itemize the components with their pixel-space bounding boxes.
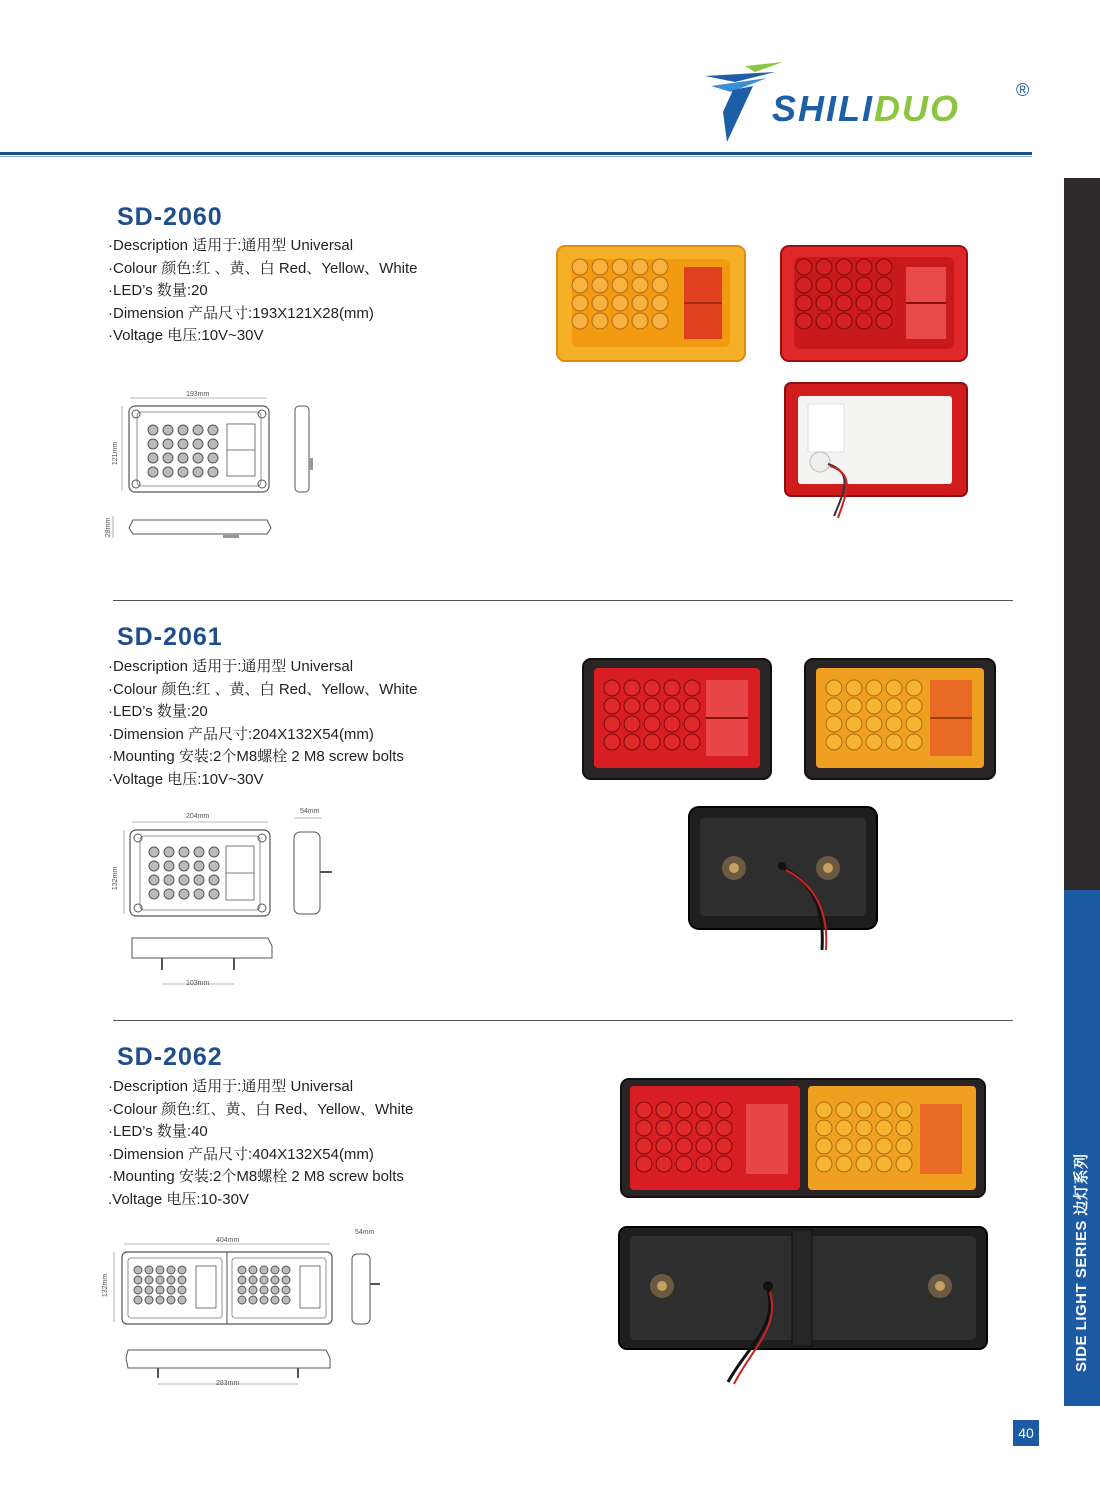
product-specs: [108, 235, 418, 348]
product-specs: [108, 656, 418, 792]
led-dot: [208, 453, 218, 463]
led-dot: [856, 313, 872, 329]
led-dot: [238, 1296, 246, 1304]
spec-line: ·LED’s 数量:40: [108, 1123, 208, 1141]
led-dot: [866, 734, 882, 750]
led-dot: [632, 259, 648, 275]
dimension-label: 283mm: [216, 1380, 240, 1387]
spec-line: ·LED’s 数量:20: [108, 282, 208, 300]
led-dot: [178, 467, 188, 477]
led-dot: [592, 277, 608, 293]
led-dot: [163, 439, 173, 449]
led-dot: [876, 295, 892, 311]
brand-name: SHILIDUO: [772, 88, 961, 129]
led-dot: [676, 1120, 692, 1136]
dimension-label: 54mm: [300, 808, 320, 815]
led-dot: [652, 277, 668, 293]
led-dot: [816, 313, 832, 329]
led-dot: [572, 313, 588, 329]
led-dot: [636, 1156, 652, 1172]
led-dot: [696, 1156, 712, 1172]
led-dot: [249, 1276, 257, 1284]
led-dot: [271, 1296, 279, 1304]
led-dot: [149, 889, 159, 899]
led-dot: [816, 259, 832, 275]
page-number: 40: [1013, 1420, 1039, 1446]
led-dot: [676, 1102, 692, 1118]
led-dot: [632, 277, 648, 293]
led-dot: [836, 1138, 852, 1154]
product-title: SD-2062: [117, 1043, 223, 1071]
led-dot: [826, 680, 842, 696]
led-dot: [886, 716, 902, 732]
led-dot: [636, 1102, 652, 1118]
led-dot: [632, 313, 648, 329]
technical-drawing: [110, 810, 340, 990]
led-dot: [664, 734, 680, 750]
led-dot: [866, 680, 882, 696]
led-dot: [846, 680, 862, 696]
led-dot: [816, 295, 832, 311]
led-dot: [194, 847, 204, 857]
led-dot: [163, 425, 173, 435]
led-dot: [636, 1120, 652, 1136]
led-dot: [163, 467, 173, 477]
led-dot: [684, 716, 700, 732]
led-dot: [684, 734, 700, 750]
led-dot: [906, 734, 922, 750]
led-dot: [209, 861, 219, 871]
led-dot: [282, 1286, 290, 1294]
led-dot: [260, 1266, 268, 1274]
led-dot: [876, 313, 892, 329]
technical-drawing: [105, 388, 325, 548]
led-dot: [282, 1276, 290, 1284]
led-dot: [208, 467, 218, 477]
spec-line: ·Description 适用于:通用型 Universal: [108, 1078, 354, 1095]
product-photo-back: [618, 1226, 988, 1386]
led-dot: [876, 1120, 892, 1136]
product-photo-red: [780, 245, 968, 362]
led-dot: [876, 1102, 892, 1118]
led-dot: [194, 861, 204, 871]
led-dot: [572, 277, 588, 293]
led-dot: [624, 680, 640, 696]
led-dot: [145, 1286, 153, 1294]
led-dot: [656, 1120, 672, 1136]
led-dot: [816, 1156, 832, 1172]
led-dot: [179, 875, 189, 885]
led-dot: [876, 1138, 892, 1154]
led-dot: [836, 295, 852, 311]
led-dot: [816, 1102, 832, 1118]
led-dot: [145, 1266, 153, 1274]
led-dot: [676, 1156, 692, 1172]
led-dot: [856, 277, 872, 293]
led-dot: [178, 1266, 186, 1274]
led-dot: [194, 875, 204, 885]
led-dot: [624, 716, 640, 732]
led-dot: [906, 716, 922, 732]
led-dot: [644, 716, 660, 732]
led-dot: [145, 1276, 153, 1284]
led-dot: [179, 861, 189, 871]
led-dot: [592, 295, 608, 311]
led-dot: [249, 1296, 257, 1304]
led-dot: [148, 453, 158, 463]
led-dot: [846, 698, 862, 714]
led-dot: [194, 889, 204, 899]
led-dot: [836, 1102, 852, 1118]
led-dot: [876, 259, 892, 275]
led-dot: [163, 453, 173, 463]
led-dot: [592, 313, 608, 329]
led-dot: [716, 1156, 732, 1172]
product-title: SD-2060: [117, 203, 223, 231]
spec-line: ·Voltage 电压:10V~30V: [108, 770, 264, 788]
led-dot: [164, 847, 174, 857]
led-dot: [572, 259, 588, 275]
spec-line: ·Dimension 产品尺寸:204X132X54(mm): [108, 725, 374, 743]
led-dot: [624, 734, 640, 750]
led-dot: [856, 259, 872, 275]
led-dot: [193, 425, 203, 435]
technical-drawing: [108, 1232, 388, 1392]
side-tab-label: SIDE LIGHT SERIES 边灯系列: [1073, 1153, 1090, 1372]
led-dot: [856, 295, 872, 311]
led-dot: [178, 453, 188, 463]
led-dot: [796, 277, 812, 293]
led-dot: [604, 734, 620, 750]
led-dot: [906, 698, 922, 714]
product-photo-amber: [804, 658, 996, 780]
product-photo-amber: [556, 245, 746, 362]
led-dot: [164, 875, 174, 885]
led-dot: [652, 295, 668, 311]
led-dot: [796, 295, 812, 311]
led-dot: [178, 1276, 186, 1284]
led-dot: [193, 439, 203, 449]
led-dot: [149, 875, 159, 885]
spec-line: ·Mounting 安装:2个M8螺栓 2 M8 screw bolts: [108, 748, 404, 766]
dimension-label: 121mm: [112, 441, 120, 466]
led-dot: [209, 847, 219, 857]
led-dot: [149, 847, 159, 857]
led-dot: [260, 1296, 268, 1304]
led-dot: [208, 425, 218, 435]
spec-line: ·Colour 颜色:红、黄、白 Red、Yellow、White: [108, 1100, 414, 1118]
header-rule-thin: [0, 156, 1032, 157]
led-dot: [134, 1266, 142, 1274]
led-dot: [156, 1296, 164, 1304]
led-dot: [167, 1296, 175, 1304]
spec-line: ·Dimension 产品尺寸:193X121X28(mm): [108, 304, 374, 322]
led-dot: [282, 1266, 290, 1274]
dimension-label: 193mm: [186, 391, 210, 398]
led-dot: [896, 1138, 912, 1154]
led-dot: [684, 680, 700, 696]
led-dot: [156, 1276, 164, 1284]
led-dot: [656, 1156, 672, 1172]
led-dot: [260, 1276, 268, 1284]
led-dot: [178, 439, 188, 449]
spec-line: ·Dimension 产品尺寸:404X132X54(mm): [108, 1145, 374, 1163]
led-dot: [624, 698, 640, 714]
led-dot: [656, 1102, 672, 1118]
spec-line: ·LED’s 数量:20: [108, 703, 208, 721]
led-dot: [134, 1286, 142, 1294]
led-dot: [816, 1138, 832, 1154]
led-dot: [716, 1102, 732, 1118]
product-specs: [108, 1076, 413, 1212]
led-dot: [282, 1296, 290, 1304]
dimension-label: 132mm: [102, 1273, 110, 1298]
spec-line: ·Mounting 安装:2个M8螺栓 2 M8 screw bolts: [108, 1168, 404, 1186]
led-dot: [612, 277, 628, 293]
led-dot: [149, 861, 159, 871]
led-dot: [696, 1120, 712, 1136]
led-dot: [167, 1276, 175, 1284]
led-dot: [836, 1156, 852, 1172]
led-dot: [612, 259, 628, 275]
led-dot: [664, 680, 680, 696]
led-dot: [816, 1120, 832, 1136]
led-dot: [632, 295, 648, 311]
led-dot: [148, 425, 158, 435]
registered-mark: ®: [1016, 80, 1030, 100]
led-dot: [271, 1286, 279, 1294]
dimension-label: 404mm: [216, 1237, 240, 1244]
dimension-label: 204mm: [186, 813, 210, 820]
led-dot: [179, 847, 189, 857]
led-dot: [167, 1266, 175, 1274]
product-photo-back: [688, 806, 878, 952]
led-dot: [816, 277, 832, 293]
spec-line: ·Voltage 电压:10V~30V: [108, 327, 264, 345]
led-dot: [886, 734, 902, 750]
led-dot: [876, 277, 892, 293]
dimension-label: 28mm: [105, 517, 113, 538]
led-dot: [644, 680, 660, 696]
led-dot: [164, 861, 174, 871]
led-dot: [664, 716, 680, 732]
led-dot: [271, 1266, 279, 1274]
led-dot: [156, 1266, 164, 1274]
section-divider: [113, 1020, 1013, 1021]
led-dot: [164, 889, 174, 899]
led-dot: [896, 1120, 912, 1136]
led-dot: [604, 698, 620, 714]
led-dot: [178, 1296, 186, 1304]
product-photo-back: [784, 382, 968, 522]
spec-line: ·Description 适用于:通用型 Universal: [108, 658, 354, 675]
led-dot: [167, 1286, 175, 1294]
led-dot: [684, 698, 700, 714]
led-dot: [148, 439, 158, 449]
led-dot: [856, 1120, 872, 1136]
led-dot: [796, 259, 812, 275]
led-dot: [238, 1266, 246, 1274]
header-rule: [0, 152, 1032, 155]
led-dot: [636, 1138, 652, 1154]
led-dot: [846, 734, 862, 750]
led-dot: [134, 1296, 142, 1304]
spec-line: ·Colour 颜色:红 、黄、白 Red、Yellow、White: [108, 680, 418, 698]
led-dot: [178, 425, 188, 435]
led-dot: [664, 698, 680, 714]
section-divider: [113, 600, 1013, 601]
led-dot: [592, 259, 608, 275]
led-dot: [696, 1138, 712, 1154]
led-dot: [656, 1138, 672, 1154]
led-dot: [836, 259, 852, 275]
led-dot: [156, 1286, 164, 1294]
product-title: SD-2061: [117, 623, 223, 651]
led-dot: [836, 277, 852, 293]
spec-line: .Voltage 电压:10-30V: [108, 1190, 249, 1208]
led-dot: [716, 1120, 732, 1136]
led-dot: [846, 716, 862, 732]
led-dot: [612, 295, 628, 311]
led-dot: [826, 734, 842, 750]
led-dot: [836, 313, 852, 329]
led-dot: [876, 1156, 892, 1172]
led-dot: [886, 698, 902, 714]
led-dot: [856, 1156, 872, 1172]
led-dot: [612, 313, 628, 329]
led-dot: [826, 698, 842, 714]
led-dot: [866, 698, 882, 714]
led-dot: [238, 1276, 246, 1284]
led-dot: [652, 259, 668, 275]
led-dot: [193, 467, 203, 477]
led-dot: [145, 1296, 153, 1304]
led-dot: [652, 313, 668, 329]
product-photo-twin: [620, 1078, 986, 1198]
led-dot: [134, 1276, 142, 1284]
led-dot: [644, 734, 660, 750]
led-dot: [826, 716, 842, 732]
led-dot: [179, 889, 189, 899]
led-dot: [716, 1138, 732, 1154]
led-dot: [238, 1286, 246, 1294]
led-dot: [208, 439, 218, 449]
led-dot: [604, 680, 620, 696]
side-tab-dark: [1064, 178, 1100, 890]
led-dot: [260, 1286, 268, 1294]
led-dot: [249, 1286, 257, 1294]
led-dot: [271, 1276, 279, 1284]
dimension-label: 54mm: [355, 1229, 375, 1236]
led-dot: [209, 889, 219, 899]
led-dot: [856, 1102, 872, 1118]
led-dot: [796, 313, 812, 329]
led-dot: [896, 1102, 912, 1118]
led-dot: [866, 716, 882, 732]
led-dot: [886, 680, 902, 696]
led-dot: [856, 1138, 872, 1154]
led-dot: [249, 1266, 257, 1274]
spec-line: ·Colour 颜色:红 、黄、白 Red、Yellow、White: [108, 259, 418, 277]
led-dot: [572, 295, 588, 311]
led-dot: [836, 1120, 852, 1136]
led-dot: [209, 875, 219, 885]
dimension-label: 132mm: [112, 866, 120, 891]
led-dot: [604, 716, 620, 732]
led-dot: [193, 453, 203, 463]
spec-line: ·Description 适用于:通用型 Universal: [108, 237, 354, 254]
dimension-label: 103mm: [186, 980, 210, 987]
led-dot: [178, 1286, 186, 1294]
led-dot: [906, 680, 922, 696]
product-photo-red: [582, 658, 772, 780]
led-dot: [644, 698, 660, 714]
led-dot: [896, 1156, 912, 1172]
led-dot: [148, 467, 158, 477]
led-dot: [696, 1102, 712, 1118]
led-dot: [676, 1138, 692, 1154]
